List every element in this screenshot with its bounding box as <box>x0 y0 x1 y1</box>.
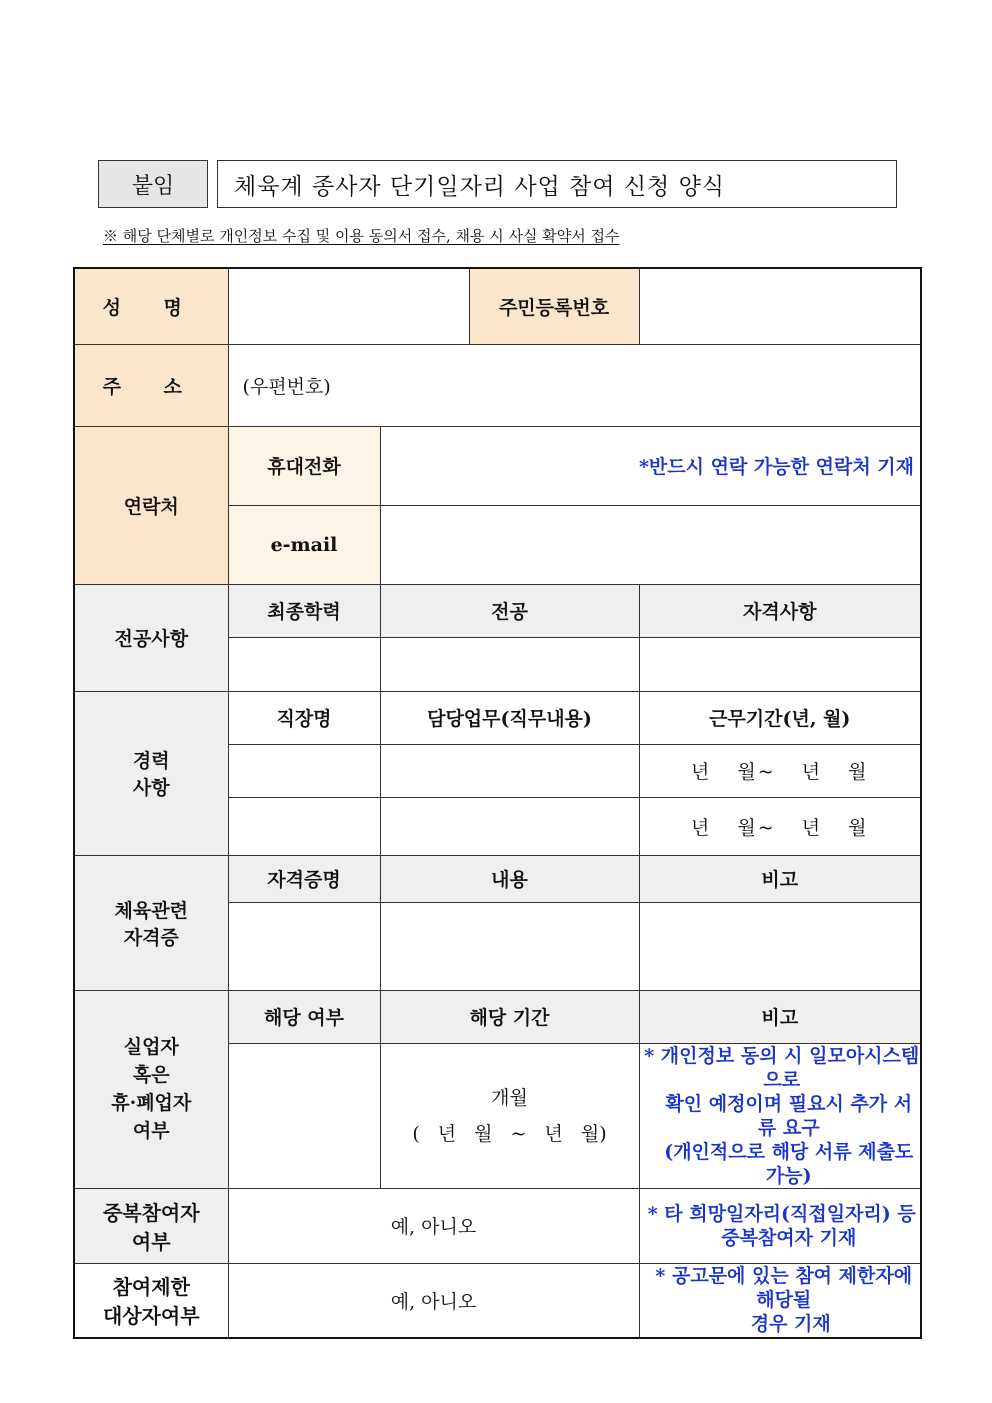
cert-header-remarks: 비고 <box>639 855 921 902</box>
career-duty-field-2[interactable] <box>380 797 639 855</box>
restriction-label: 참여제한 대상자여부 <box>74 1263 228 1338</box>
unemp-header-remarks: 비고 <box>639 990 921 1043</box>
address-label: 주 소 <box>74 344 228 426</box>
major-label: 전공사항 <box>74 584 228 691</box>
mobile-note: *반드시 연락 가능한 연락처 기재 <box>639 456 914 478</box>
unemp-header-period: 해당 기간 <box>380 990 639 1043</box>
career-header-duty: 담당업무(직무내용) <box>380 691 639 744</box>
cert-content-field[interactable] <box>380 902 639 990</box>
major-header-qualification: 자격사항 <box>639 584 921 637</box>
unemp-period-field[interactable] <box>380 1043 639 1188</box>
career-period-field-1[interactable]: 년 월~ 년 월 <box>639 744 921 797</box>
mobile-field[interactable] <box>380 426 921 505</box>
major-field[interactable] <box>380 637 639 691</box>
duplicate-label: 중복참여자 여부 <box>74 1188 228 1263</box>
application-form-table <box>73 267 922 1339</box>
name-field[interactable] <box>228 268 469 344</box>
career-header-period: 근무기간(년, 월) <box>639 691 921 744</box>
career-company-field-1[interactable] <box>228 744 380 797</box>
unemp-months: 개월 <box>491 1086 528 1109</box>
name-label: 성 명 <box>74 268 228 344</box>
email-label: e-mail <box>228 505 380 584</box>
submission-note: ※ 해당 단체별로 개인정보 수집 및 이용 동의서 접수, 채용 시 사실 확약서 접수 <box>103 227 620 245</box>
unemp-remarks-field: * 개인정보 동의 시 일모아시스템으로 확인 예정이며 필요시 추가 서류 요구 (개인적으로 해당 서류 제출도 가능) <box>639 1043 921 1188</box>
unemployed-label: 실업자 혹은 휴·폐업자 여부 <box>74 990 228 1188</box>
restriction-field[interactable]: 예, 아니오 <box>228 1263 639 1338</box>
career-company-field-2[interactable] <box>228 797 380 855</box>
unemp-status-field[interactable] <box>228 1043 380 1188</box>
mobile-label: 휴대전화 <box>228 426 380 505</box>
duplicate-field[interactable]: 예, 아니오 <box>228 1188 639 1263</box>
cert-header-content: 내용 <box>380 855 639 902</box>
email-field[interactable] <box>380 505 921 584</box>
postal-code-placeholder: (우편번호) <box>242 375 331 398</box>
sports-cert-label: 체육관련 자격증 <box>74 855 228 990</box>
rrn-field[interactable] <box>639 268 921 344</box>
contact-label: 연락처 <box>74 426 228 584</box>
career-period-field-2[interactable]: 년 월~ 년 월 <box>639 797 921 855</box>
major-header-major: 전공 <box>380 584 639 637</box>
cert-remarks-field[interactable] <box>639 902 921 990</box>
duplicate-note: * 타 희망일자리(직접일자리) 등 중복참여자 기재 <box>639 1188 921 1263</box>
education-field[interactable] <box>228 637 380 691</box>
attachment-label: 붙임 <box>98 160 208 208</box>
career-label: 경력 사항 <box>74 691 228 855</box>
cert-name-field[interactable] <box>228 902 380 990</box>
career-header-company: 직장명 <box>228 691 380 744</box>
form-title: 체육계 종사자 단기일자리 사업 참여 신청 양식 <box>217 160 897 208</box>
cert-header-name: 자격증명 <box>228 855 380 902</box>
rrn-label: 주민등록번호 <box>469 268 639 344</box>
address-field[interactable] <box>228 344 921 426</box>
career-duty-field-1[interactable] <box>380 744 639 797</box>
unemp-header-status: 해당 여부 <box>228 990 380 1043</box>
restriction-note: * 공고문에 있는 참여 제한자에 해당될 경우 기재 <box>639 1263 921 1338</box>
unemp-range: ( 년 월 ~ 년 월) <box>412 1122 607 1145</box>
qualification-field[interactable] <box>639 637 921 691</box>
major-header-education: 최종학력 <box>228 584 380 637</box>
